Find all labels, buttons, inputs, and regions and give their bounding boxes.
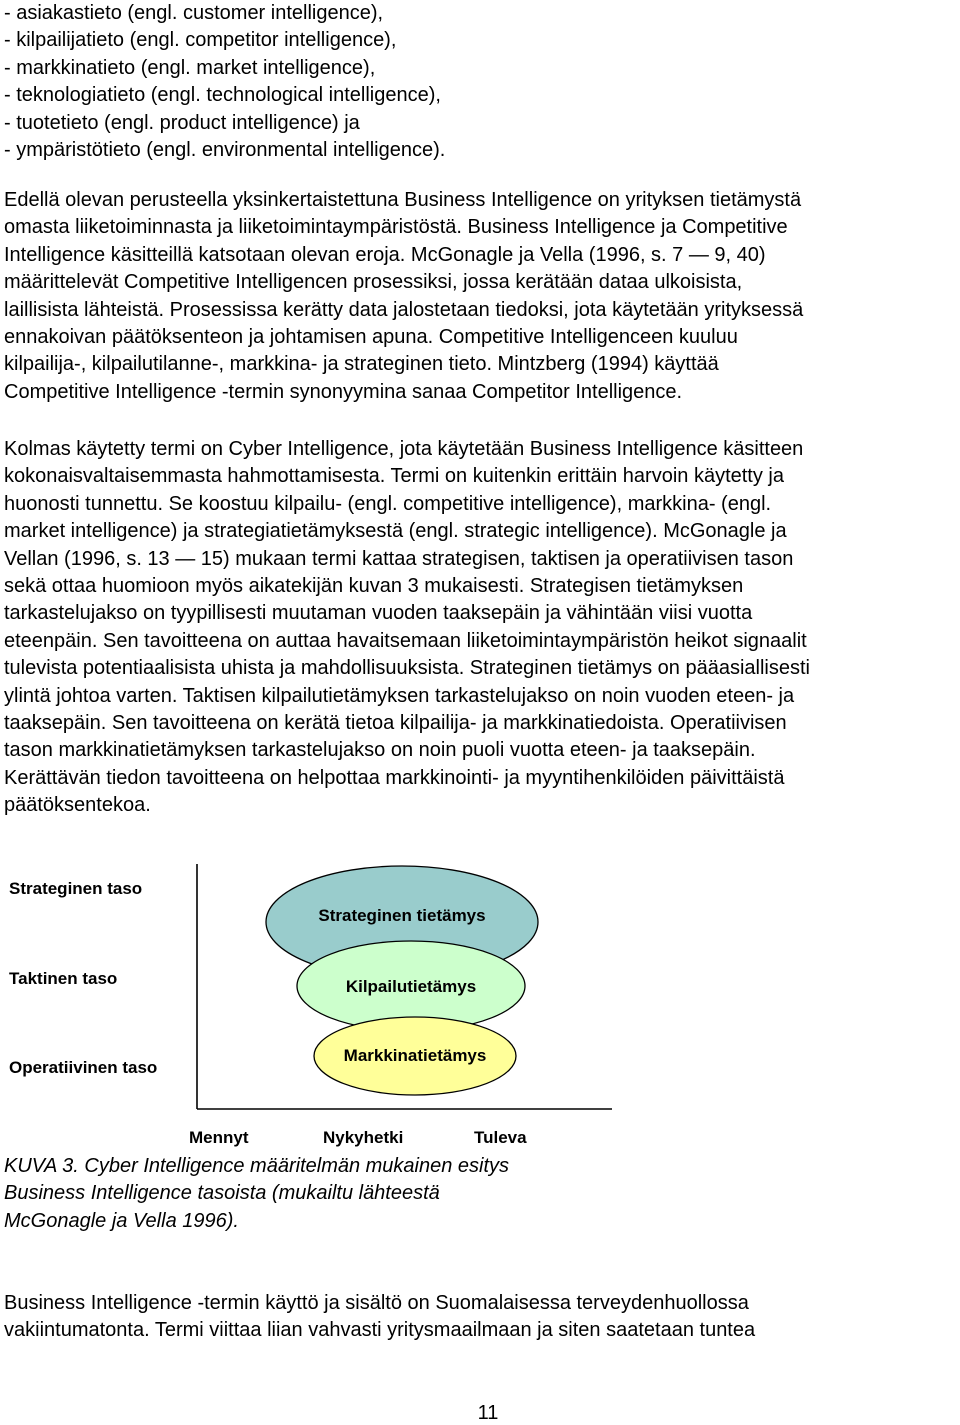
caption-line: Business Intelligence tasoista (mukailtu lähteestä <box>4 1182 440 1205</box>
text-line: ylintä johtoa varten. Taktisen kilpailutietämyksen tarkastelujakso on noin vuoden eteen- ja <box>4 684 795 707</box>
text-line: Kerättävän tiedon tavoitteena on helpottaa markkinointi- ja myyntihenkilöiden päivittäistä <box>4 766 785 789</box>
list-item: - tuotetieto (engl. product intelligence) ja <box>4 111 360 134</box>
text-line: kokonaisvaltaisemmasta hahmottamisesta. Termi on kuitenkin erittäin harvoin käytetty ja <box>4 465 784 488</box>
text-line: market intelligence) ja strategiatietämyksestä (engl. strategic intelligence). McGonagle ja <box>4 520 787 543</box>
ellipse-label-competitive-knowledge: Kilpailutietämys <box>345 977 477 996</box>
text-line: Intelligence käsitteillä katsotaan olevan eroja. McGonagle ja Vella (1996, s. 7 — 9, 40) <box>4 243 766 266</box>
ellipse-label-strategic-knowledge: Strateginen tietämys <box>318 906 486 925</box>
intelligence-types-list <box>4 0 445 164</box>
ellipse-label-market-knowledge: Markkinatietämys <box>343 1046 487 1065</box>
text-line: taaksepäin. Sen tavoitteena on kerätä tietoa kilpailija- ja markkinatiedoista. Operatiivisen <box>4 712 787 735</box>
page-number <box>0 1402 960 1425</box>
paragraph-business-competitive-intelligence <box>4 187 956 406</box>
list-item: - kilpailijatieto (engl. competitor intelligence), <box>4 29 397 52</box>
text-line: huonosti tunnettu. Se koostuu kilpailu- (engl. competitive intelligence), markkina- (engl. <box>4 492 772 515</box>
figure-intelligence-levels <box>0 860 960 1160</box>
text-line: Kolmas käytetty termi on Cyber Intelligence, jota käytetään Business Intelligence käsitteen <box>4 438 804 460</box>
figure-caption <box>4 1153 509 1235</box>
figure-diagram <box>0 860 960 1160</box>
list-item: - markkinatieto (engl. market intelligence), <box>4 56 376 79</box>
text-line: päätöksentekoa. <box>4 794 151 817</box>
time-label-past: Mennyt <box>189 1128 249 1147</box>
text-line: laillisista lähteistä. Prosessissa kerätty data jalostetaan tiedoksi, jota käytetään yrityksessä <box>4 298 804 321</box>
list-item: - asiakastieto (engl. customer intelligence), <box>4 2 384 24</box>
caption-line: McGonagle ja Vella 1996). <box>4 1209 239 1232</box>
paragraph-cyber-intelligence <box>4 436 956 820</box>
text-line: sekä ottaa huomioon myös aikatekijän kuvan 3 mukaisesti. Strategisen tietämyksen <box>4 575 744 598</box>
text-line: tason markkinatietämyksen tarkastelujakso on noin puoli vuotta eteen- ja taaksepäin. <box>4 739 756 762</box>
list-item: - teknologiatieto (engl. technological intelligence), <box>4 84 441 107</box>
text-line: eteenpäin. Sen tavoitteena on auttaa havaitsemaan liiketoimintaympäristön heikot signaalit <box>4 629 807 652</box>
text-line: määrittelevät Competitive Intelligencen prosessiksi, jossa kerätään dataa ulkoisista, <box>4 271 743 294</box>
time-label-future: Tuleva <box>474 1128 527 1147</box>
text-line: vakiintumatonta. Termi viittaa liian vahvasti yritysmaailmaan ja siten saatetaan tuntea <box>4 1319 756 1342</box>
text-line: Competitive Intelligence -termin synonyymina sanaa Competitor Intelligence. <box>4 380 683 403</box>
text-line: ennakoivan päätöksenteon ja johtamisen apuna. Competitive Intelligenceen kuuluu <box>4 326 738 349</box>
list-item: - ympäristötieto (engl. environmental intelligence). <box>4 139 446 162</box>
text-line: tulevista potentiaalisista uhista ja mahdollisuuksista. Strateginen tietämys on pääasiallisesti <box>4 657 810 680</box>
text-line: kilpailija-, kilpailutilanne-, markkina- ja strateginen tieto. Mintzberg (1994) käyttää <box>4 353 719 376</box>
caption-line: KUVA 3. Cyber Intelligence määritelmän mukainen esitys <box>4 1155 510 1177</box>
level-label-operational: Operatiivinen taso <box>9 1058 158 1077</box>
text-line: omasta liiketoiminnasta ja liiketoimintaympäristöstä. Business Intelligence ja Competitive <box>4 216 788 239</box>
level-label-tactical: Taktinen taso <box>9 969 118 988</box>
text-line: tarkastelujakso on tyypillisesti muutaman vuoden taaksepäin ja vähintään viisi vuotta <box>4 602 753 625</box>
paragraph-healthcare <box>4 1290 956 1345</box>
time-label-present: Nykyhetki <box>323 1128 404 1147</box>
text-line: Vellan (1996, s. 13 — 15) mukaan termi kattaa strategisen, taktisen ja operatiivisen tason <box>4 547 794 570</box>
page-number-text: 11 <box>477 1402 499 1424</box>
text-line: Edellä olevan perusteella yksinkertaistettuna Business Intelligence on yrityksen tietämystä <box>4 189 802 211</box>
level-label-strategic: Strateginen taso <box>9 879 143 898</box>
text-line: Business Intelligence -termin käyttö ja sisältö on Suomalaisessa terveydenhuollossa <box>4 1292 749 1314</box>
